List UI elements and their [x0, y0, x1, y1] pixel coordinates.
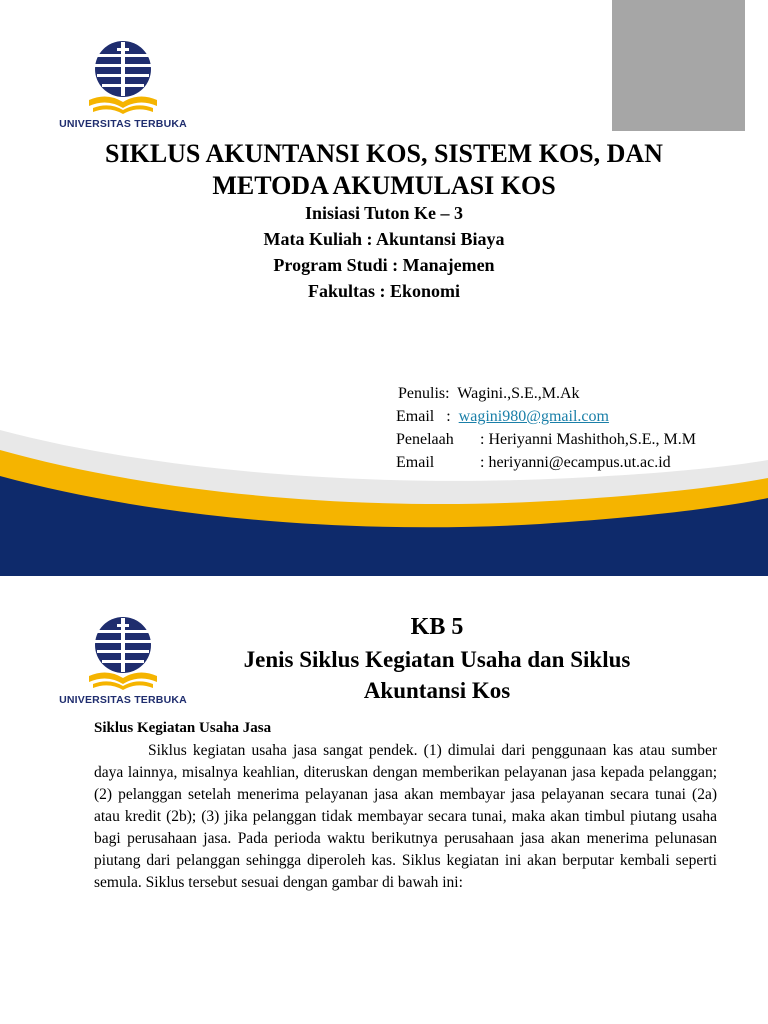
course-info-line: Program Studi : Manajemen [273, 255, 495, 275]
email-value: : heriyanni@ecampus.ut.ac.id [480, 454, 671, 471]
logo-text: UNIVERSITAS TERBUKA [59, 118, 187, 130]
email-link[interactable]: wagini980@gmail.com [458, 408, 609, 425]
email-label: Email [396, 454, 435, 471]
penulis-label: Penulis: [398, 385, 450, 402]
kb-subtitle-line-2: Akuntansi Kos [363, 678, 511, 703]
email-separator: : [446, 408, 451, 425]
author-email-1 [396, 405, 696, 428]
author-email-2 [396, 451, 696, 474]
university-logo [58, 614, 188, 706]
course-info-line: Fakultas : Ekonomi [307, 281, 461, 301]
course-info-line: Mata Kuliah : Akuntansi Biaya [263, 229, 505, 249]
penelaah-label: Penelaah [396, 431, 454, 448]
author-block [396, 382, 696, 474]
title-line-1: SIKLUS AKUNTANSI KOS, SISTEM KOS, DAN [105, 139, 663, 168]
kb-title: KB 5 [410, 614, 464, 640]
course-info-line: Inisiasi Tuton Ke – 3 [304, 203, 464, 223]
logo-text: UNIVERSITAS TERBUKA [59, 694, 187, 706]
course-info [40, 200, 728, 304]
gray-placeholder-box [612, 0, 745, 131]
university-logo [58, 38, 188, 130]
ut-emblem-icon [83, 38, 163, 116]
kb-subtitle [190, 644, 684, 706]
penelaah-value: : Heriyanni Mashithoh,S.E., M.M [480, 431, 696, 448]
section-heading: Siklus Kegiatan Usaha Jasa [94, 720, 272, 736]
email-label: Email [396, 408, 435, 425]
ut-emblem-icon [83, 614, 163, 692]
author-penulis [396, 382, 696, 405]
kb-subtitle-line-1: Jenis Siklus Kegiatan Usaha dan Siklus [243, 647, 631, 672]
title-line-2: METODA AKUMULASI KOS [212, 171, 556, 200]
presentation-title [40, 138, 728, 202]
author-penelaah [396, 428, 696, 451]
penulis-value: Wagini.,S.E.,M.Ak [457, 385, 580, 402]
body-paragraph: Siklus kegiatan usaha jasa sangat pendek. (1) dimulai dari penggunaan kas atau sumber daya lainnya, misalnya keahlian, diteruskan dengan memberikan pelayanan jasa kepada pelanggan; (2) pelanggan setelah menerima pelayanan jasa akan membayar jasa pelayanan secara tunai (2a) atau kredit (2b); (3) jika pelanggan tidak membayar secara tunai, maka akan timbul piutang usaha bagi perusahaan jasa. Pada perioda waktu berikutnya perusahaan jasa akan menerima pelunasan piutang dari pelanggan sehingga diperoleh kas. Siklus kegiatan ini akan berputar kembali seperti semula. Siklus tersebut sesuai dengan gambar di bawah ini: [94, 742, 717, 891]
